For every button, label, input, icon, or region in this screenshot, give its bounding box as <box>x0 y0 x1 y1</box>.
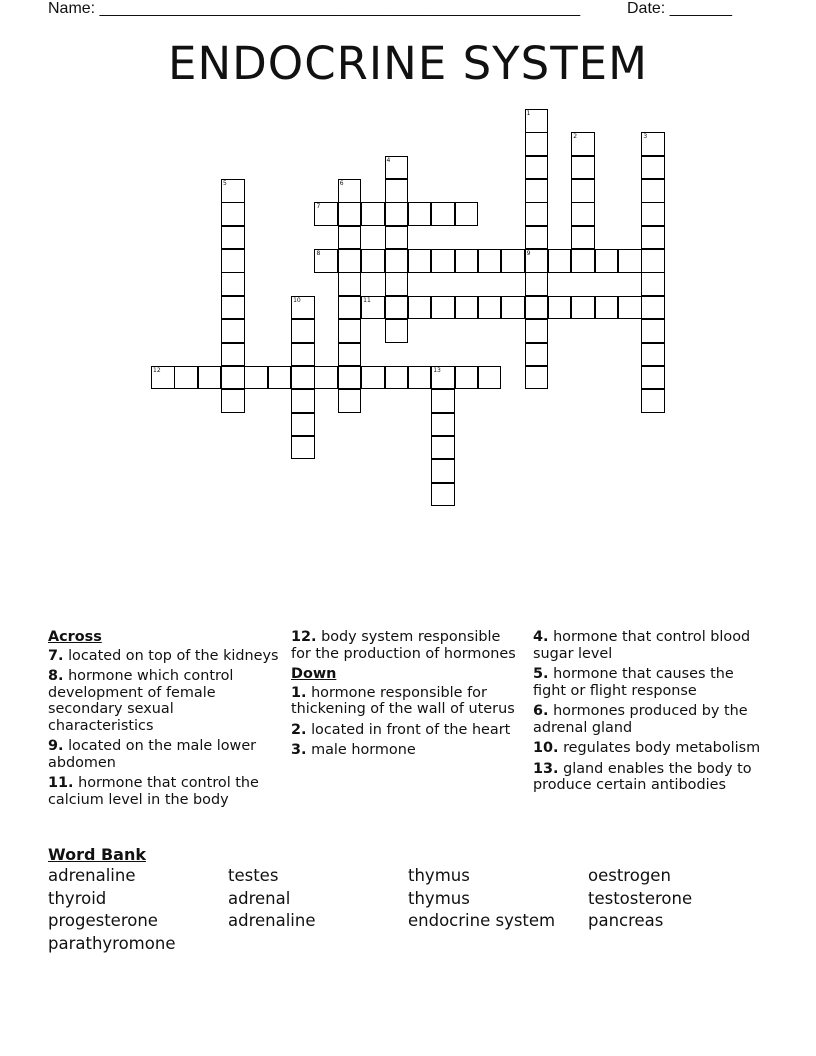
crossword-cell[interactable] <box>525 296 549 320</box>
crossword-cell[interactable] <box>478 296 502 320</box>
crossword-cell[interactable] <box>571 156 595 180</box>
clue-down-10 <box>533 740 765 757</box>
clue-number: 8. <box>48 668 64 684</box>
crossword-cell[interactable] <box>641 366 665 390</box>
crossword-cell[interactable] <box>385 202 409 226</box>
crossword-cell[interactable] <box>338 249 362 273</box>
cell-number: 6 <box>339 180 344 188</box>
crossword-cell[interactable] <box>221 226 245 250</box>
word-bank-item: pancreas <box>588 911 664 930</box>
crossword-cell[interactable] <box>385 226 409 250</box>
crossword-cell[interactable] <box>641 226 665 250</box>
word-bank-item: testes <box>228 866 279 885</box>
clue-text: hormone which control development of female secondary sexual characteristics <box>48 668 234 734</box>
crossword-cell[interactable] <box>385 366 409 390</box>
cell-number: 4 <box>386 156 391 164</box>
crossword-cell[interactable] <box>595 296 619 320</box>
crossword-cell[interactable] <box>151 366 175 390</box>
crossword-cell[interactable] <box>525 319 549 343</box>
clue-across-9 <box>48 738 280 771</box>
clue-text: hormone that control the calcium level in the body <box>48 775 259 808</box>
crossword-cell[interactable] <box>291 343 315 367</box>
clue-text: located in front of the heart <box>311 721 511 738</box>
crossword-cell[interactable] <box>431 436 455 460</box>
cell-number: 9 <box>526 250 531 258</box>
crossword-cell[interactable] <box>641 296 665 320</box>
word-bank-item: testosterone <box>588 888 693 908</box>
crossword-cell[interactable] <box>431 483 455 507</box>
clue-across-12 <box>291 629 523 662</box>
clue-down-5 <box>533 666 765 699</box>
clue-number: 7. <box>48 647 64 664</box>
crossword-cell[interactable] <box>455 249 479 273</box>
crossword-cell[interactable] <box>525 366 549 390</box>
crossword-cell[interactable] <box>641 179 665 203</box>
clue-text: located on the male lower abdomen <box>48 738 257 771</box>
crossword-cell[interactable] <box>221 366 245 390</box>
crossword-cell[interactable] <box>641 156 665 180</box>
clue-across-11 <box>48 775 280 808</box>
crossword-cell[interactable] <box>221 202 245 226</box>
clue-down-2 <box>291 722 523 739</box>
clue-number: 12. <box>291 629 317 645</box>
clue-text: hormone that causes the fight or flight response <box>533 666 734 699</box>
word-bank-item: adrenaline <box>48 866 136 885</box>
word-bank-item: oestrogen <box>588 866 671 885</box>
crossword-cell[interactable] <box>525 179 549 203</box>
word-bank-item: adrenal <box>228 888 291 908</box>
crossword-cell[interactable] <box>385 296 409 320</box>
cell-number: 12 <box>153 366 161 374</box>
cell-number: 10 <box>293 296 301 304</box>
cell-number: 2 <box>573 133 578 141</box>
crossword-cell[interactable] <box>221 272 245 296</box>
crossword-cell[interactable] <box>314 202 338 226</box>
clue-down-6 <box>533 703 765 736</box>
crossword-cell[interactable] <box>314 249 338 273</box>
down-heading: Down <box>291 666 337 682</box>
clue-across-7 <box>48 648 280 665</box>
crossword-cell[interactable] <box>431 366 455 390</box>
crossword-cell[interactable] <box>408 366 432 390</box>
cell-number: 7 <box>316 203 321 211</box>
crossword-cell[interactable] <box>385 156 409 180</box>
crossword-cell[interactable] <box>291 389 315 413</box>
clue-text: hormones produced by the adrenal gland <box>533 703 748 736</box>
clue-number: 4. <box>533 629 549 645</box>
crossword-cell[interactable] <box>525 272 549 296</box>
clue-down-4 <box>533 629 765 662</box>
word-bank-item: parathyromone <box>48 933 176 953</box>
clue-number: 6. <box>533 703 549 719</box>
crossword-cell[interactable] <box>408 296 432 320</box>
crossword-cell[interactable] <box>641 202 665 226</box>
crossword-cell[interactable] <box>244 366 268 390</box>
crossword-cell[interactable] <box>548 249 572 273</box>
crossword-cell[interactable] <box>501 296 525 320</box>
crossword-cell[interactable] <box>408 202 432 226</box>
clue-down-1 <box>291 685 523 718</box>
clue-text: body system responsible for the production of hormones <box>291 629 516 662</box>
crossword-cell[interactable] <box>641 132 665 156</box>
crossword-cell[interactable] <box>525 226 549 250</box>
crossword-cell[interactable] <box>385 249 409 273</box>
crossword-cell[interactable] <box>431 413 455 437</box>
crossword-cell[interactable] <box>338 179 362 203</box>
crossword-cell[interactable] <box>455 366 479 390</box>
page-title: ENDOCRINE SYSTEM <box>168 37 648 90</box>
crossword-cell[interactable] <box>571 132 595 156</box>
name-field[interactable]: Name: ______________________________________________________ <box>48 0 581 17</box>
crossword-cell[interactable] <box>198 366 222 390</box>
clue-down-13 <box>533 761 765 794</box>
crossword-cell[interactable] <box>291 366 315 390</box>
word-bank-item: thymus <box>408 888 470 908</box>
cell-number: 5 <box>223 180 227 188</box>
crossword-cell[interactable] <box>548 296 572 320</box>
crossword-cell[interactable] <box>618 296 642 320</box>
clue-text: hormone responsible for thickening of the wall of uterus <box>291 684 515 717</box>
cell-number: 3 <box>643 133 648 141</box>
crossword-cell[interactable] <box>641 343 665 367</box>
crossword-cell[interactable] <box>455 202 479 226</box>
crossword-cell[interactable] <box>221 296 245 320</box>
crossword-cell[interactable] <box>361 366 385 390</box>
crossword-cell[interactable] <box>314 366 338 390</box>
crossword-cell[interactable] <box>431 389 455 413</box>
crossword-cell[interactable] <box>641 319 665 343</box>
crossword-cell[interactable] <box>291 436 315 460</box>
crossword-cell[interactable] <box>618 249 642 273</box>
clue-number: 10. <box>533 740 559 756</box>
crossword-cell[interactable] <box>221 179 245 203</box>
crossword-cell[interactable] <box>338 202 362 226</box>
clue-number: 3. <box>291 742 307 758</box>
word-bank-item: thyroid <box>48 888 107 908</box>
clue-down-3 <box>291 742 523 759</box>
crossword-cell[interactable] <box>525 132 549 156</box>
crossword-cell[interactable] <box>221 389 245 413</box>
cell-number: 11 <box>363 296 371 304</box>
crossword-cell[interactable] <box>174 366 198 390</box>
crossword-cell[interactable] <box>525 343 549 367</box>
crossword-cell[interactable] <box>571 202 595 226</box>
across-heading: Across <box>48 629 102 645</box>
crossword-cell[interactable] <box>455 296 479 320</box>
word-bank-item: progesterone <box>48 911 158 930</box>
crossword-cell[interactable] <box>221 319 245 343</box>
word-bank-heading: Word Bank <box>48 845 147 864</box>
clue-text: located on top of the kidneys <box>68 647 279 664</box>
crossword-cell[interactable] <box>525 202 549 226</box>
crossword-cell[interactable] <box>268 366 292 390</box>
crossword-cell[interactable] <box>338 389 362 413</box>
crossword-cell[interactable] <box>291 413 315 437</box>
crossword-cell[interactable] <box>641 249 665 273</box>
crossword-cell[interactable] <box>525 249 549 273</box>
clue-text: gland enables the body to produce certain antibodies <box>533 760 752 793</box>
crossword-cell[interactable] <box>385 272 409 296</box>
word-bank <box>48 867 788 953</box>
date-field[interactable]: Date: _______ <box>627 0 732 17</box>
crossword-cell[interactable] <box>338 319 362 343</box>
crossword-cell[interactable] <box>291 319 315 343</box>
crossword-cell[interactable] <box>431 249 455 273</box>
cell-number: 13 <box>433 366 441 374</box>
clue-number: 1. <box>291 684 307 701</box>
crossword-cell[interactable] <box>221 343 245 367</box>
clue-text: hormone that control blood sugar level <box>533 629 751 662</box>
clue-number: 11. <box>48 775 74 791</box>
clue-column-1 <box>48 629 280 812</box>
crossword-cell[interactable] <box>338 366 362 390</box>
crossword-cell[interactable] <box>361 202 385 226</box>
crossword-cell[interactable] <box>431 296 455 320</box>
crossword-cell[interactable] <box>571 249 595 273</box>
crossword-cell[interactable] <box>338 226 362 250</box>
clue-across-8 <box>48 668 280 734</box>
clue-number: 2. <box>291 721 307 738</box>
crossword-cell[interactable] <box>338 343 362 367</box>
crossword-cell[interactable] <box>338 296 362 320</box>
crossword-cell[interactable] <box>501 249 525 273</box>
crossword-cell[interactable] <box>338 272 362 296</box>
crossword-cell[interactable] <box>641 272 665 296</box>
crossword-cell[interactable] <box>478 366 502 390</box>
crossword-cell[interactable] <box>431 459 455 483</box>
crossword-cell[interactable] <box>595 249 619 273</box>
word-bank-item: endocrine system <box>408 911 556 930</box>
crossword-cell[interactable] <box>385 179 409 203</box>
word-bank-item: thymus <box>408 866 470 885</box>
crossword-cell[interactable] <box>571 296 595 320</box>
crossword-cell[interactable] <box>385 319 409 343</box>
crossword-cell[interactable] <box>571 179 595 203</box>
crossword-cell[interactable] <box>641 389 665 413</box>
word-bank-item: adrenaline <box>228 911 316 930</box>
clue-text: male hormone <box>311 742 416 758</box>
clue-number: 13. <box>533 760 559 777</box>
clue-column-2 <box>291 629 523 763</box>
crossword-cell[interactable] <box>408 249 432 273</box>
crossword-cell[interactable] <box>525 109 549 133</box>
cell-number: 8 <box>316 250 321 258</box>
crossword-cell[interactable] <box>291 296 315 320</box>
crossword-cell[interactable] <box>361 249 385 273</box>
crossword-cell[interactable] <box>221 249 245 273</box>
crossword-cell[interactable] <box>431 202 455 226</box>
clue-number: 5. <box>533 666 549 682</box>
crossword-cell[interactable] <box>361 296 385 320</box>
cell-number: 1 <box>526 110 531 117</box>
crossword-cell[interactable] <box>525 156 549 180</box>
clue-number: 9. <box>48 738 64 754</box>
clue-column-3 <box>533 629 765 798</box>
crossword-cell[interactable] <box>571 226 595 250</box>
clue-text: regulates body metabolism <box>563 740 761 756</box>
crossword-cell[interactable] <box>478 249 502 273</box>
